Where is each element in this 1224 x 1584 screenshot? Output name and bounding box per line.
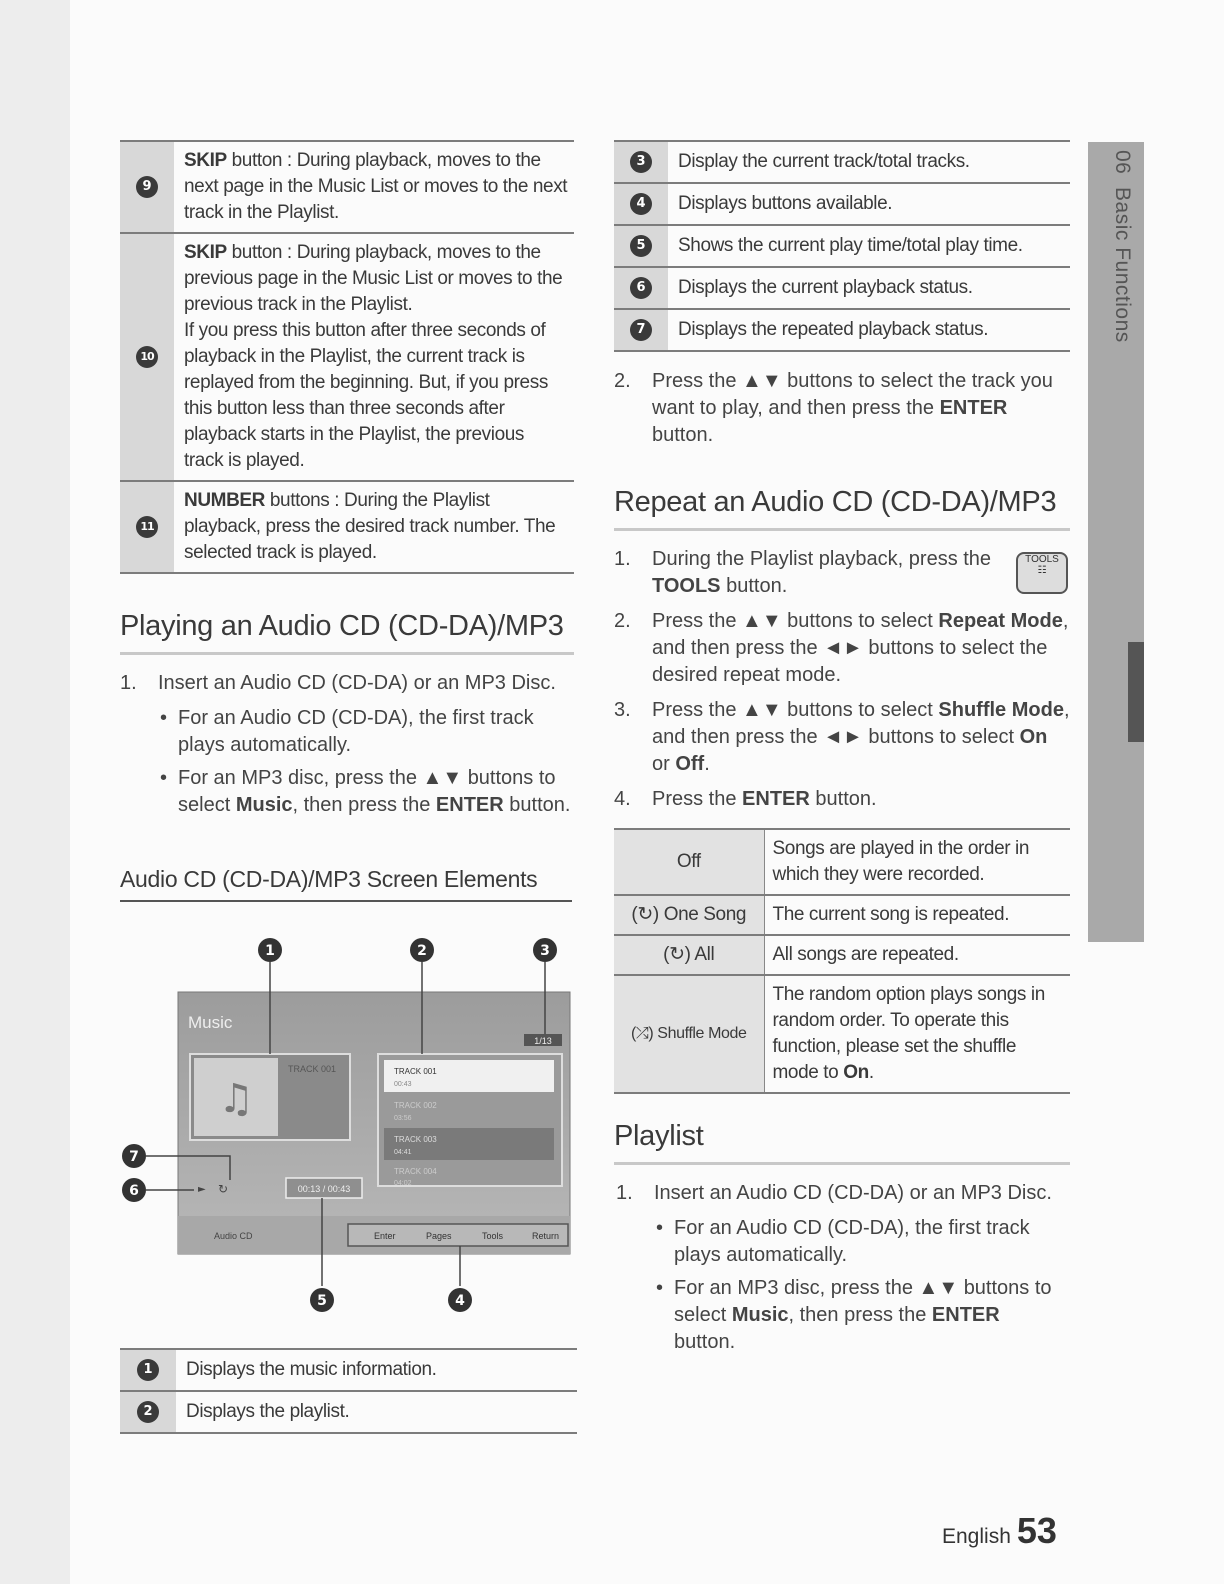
section-title: Playlist — [614, 1120, 704, 1152]
chapter-label: 06 Basic Functions — [1111, 150, 1134, 343]
table-row: (⤮) Shuffle Mode The random option plays songs in random order. To operate this function, please set the shuffle mode to On. — [614, 975, 1070, 1093]
table-text: Display the current track/total tracks. — [668, 141, 1070, 183]
repeat-steps — [614, 546, 1070, 821]
table-row — [120, 233, 574, 481]
music-note-icon: ♫ — [218, 1076, 254, 1122]
table-row — [614, 309, 1070, 351]
table-text: button : During playback, moves to the next page in the Music List or moves to the next track in the Playlist. — [184, 150, 568, 223]
playing-steps — [120, 670, 574, 825]
art-track-name: TRACK 001 — [287, 1064, 337, 1074]
tools-button-icon: TOOLS ☷ — [1016, 552, 1068, 594]
playtime: 00:13 / 00:43 — [297, 1184, 351, 1194]
shuffle-icon: (⤮) — [630, 1025, 654, 1042]
guide-enter: Enter — [374, 1231, 396, 1241]
mode-description: The random option plays songs in random order. To operate this function, please set the shuffle mode to — [772, 984, 1045, 1083]
page-number: 53 — [1016, 1510, 1057, 1551]
callout-number-icon: 7 — [630, 319, 652, 341]
playlist-track-name: TRACK 004 — [394, 1167, 437, 1176]
callout-number-icon: 2 — [137, 1401, 159, 1423]
table-text: Displays the music information. — [176, 1349, 577, 1391]
table-row — [614, 829, 1070, 895]
mode-description: All songs are repeated. — [764, 935, 1070, 975]
table-row — [120, 1391, 577, 1433]
playlist-track-time: 04:41 — [394, 1149, 412, 1156]
table-text: buttons : During the Playlist playback, press the desired track number. The selected track is played. — [184, 490, 556, 563]
table-text: Displays the playlist. — [176, 1391, 577, 1433]
list-item: • For an MP3 disc, press the ▲▼ buttons to select Music, then press the ENTER button. — [616, 1275, 1066, 1356]
mode-description: Songs are played in the order in which they were recorded. — [764, 829, 1070, 895]
callout-label: 7 — [129, 1149, 139, 1165]
mode-name: Off — [676, 851, 701, 872]
table-row — [120, 481, 574, 573]
list-item: • For an MP3 disc, press the ▲▼ buttons to select Music, then press the ENTER button. — [120, 765, 574, 819]
list-item: 4. Press the ENTER button. — [614, 788, 877, 810]
page-footer — [942, 1510, 1057, 1552]
screen-elements-table — [614, 140, 1070, 352]
table-text: button : During playback, moves to the previous page in the Music List or moves to the previous track in the Playlist. — [184, 242, 563, 315]
callout-number-icon: 6 — [630, 277, 652, 299]
footer-language: English — [942, 1525, 1011, 1548]
callout-number-icon: 9 — [136, 176, 158, 198]
playlist-track-time: 00:43 — [394, 1081, 412, 1088]
repeat-one-icon: (↻) — [631, 904, 659, 925]
screen-elements-illustration — [120, 930, 580, 1320]
playlist-track-name: TRACK 002 — [394, 1101, 437, 1110]
divider — [120, 900, 572, 902]
callout-number-icon: 5 — [630, 235, 652, 257]
term-bold: SKIP — [184, 242, 227, 263]
table-row — [614, 225, 1070, 267]
track-counter: 1/13 — [534, 1036, 552, 1046]
mode-description: The current song is repeated. — [764, 895, 1070, 935]
table-row — [614, 935, 1070, 975]
guide-pages: Pages — [426, 1231, 452, 1241]
table-row — [614, 141, 1070, 183]
table-row — [614, 895, 1070, 935]
list-item: 2. Press the ▲▼ buttons to select the track you want to play, and then press the ENTER button. — [614, 370, 1053, 446]
playing-step-2 — [614, 368, 1064, 457]
playlist-track-time: 03:56 — [394, 1115, 412, 1122]
source-label: Audio CD — [214, 1231, 253, 1241]
section-title: Playing an Audio CD (CD-DA)/MP3 — [120, 610, 564, 642]
mode-name: Shuffle Mode — [657, 1025, 747, 1042]
callout-number-icon: 1 — [137, 1359, 159, 1381]
callout-label: 1 — [265, 943, 275, 959]
table-row — [120, 141, 574, 233]
section-title: Repeat an Audio CD (CD-DA)/MP3 — [614, 486, 1057, 518]
guide-tools: Tools — [482, 1231, 504, 1241]
list-item: 2. Press the ▲▼ buttons to select Repeat Mode, and then press the ◄► buttons to select the desired repeat mode. — [614, 610, 1069, 686]
table-row — [120, 1349, 577, 1391]
subsection-title: Audio CD (CD-DA)/MP3 Screen Elements — [120, 866, 538, 892]
callout-label: 5 — [317, 1293, 327, 1309]
playlist-track-time: 04:02 — [394, 1180, 412, 1187]
mode-name: One Song — [663, 904, 747, 925]
callout-number-icon: 4 — [630, 193, 652, 215]
divider — [614, 528, 1070, 531]
chapter-marker — [1128, 642, 1144, 742]
callout-label: 6 — [129, 1183, 139, 1199]
list-item: • For an Audio CD (CD-DA), the first track plays automatically. — [616, 1215, 1066, 1269]
callout-label: 4 — [455, 1293, 465, 1309]
table-text: If you press this button after three seconds of playback in the Playlist, the current track is replayed from the beginning. But, if you press this button less than three seconds after playback starts in the Playlist, the previous track is played. — [184, 320, 548, 471]
callout-label: 3 — [540, 943, 550, 959]
playlist-track-name: TRACK 001 — [394, 1067, 437, 1076]
table-text: Displays buttons available. — [668, 183, 1070, 225]
button-descriptions-table — [120, 140, 574, 574]
guide-return: Return — [532, 1231, 560, 1241]
playlist-track-name: TRACK 003 — [394, 1135, 437, 1144]
table-row — [614, 183, 1070, 225]
list-item: 1. During the Playlist playback, press the TOOLS button. — [614, 548, 992, 597]
table-text: Displays the current playback status. — [668, 267, 1070, 309]
list-item: 3. Press the ▲▼ buttons to select Shuffle Mode, and then press the ◄► buttons to select On or Off. — [614, 699, 1070, 775]
screen-elements-table — [120, 1348, 577, 1434]
callout-number-icon: 11 — [136, 516, 158, 538]
mode-name: All — [694, 944, 715, 965]
callout-number-icon: 10 — [136, 346, 158, 368]
table-text: Displays the repeated playback status. — [668, 309, 1070, 351]
repeat-mode-table — [614, 828, 1070, 1094]
list-item: 1. Insert an Audio CD (CD-DA) or an MP3 Disc. — [120, 672, 556, 694]
repeat-all-icon: (↻) — [663, 944, 691, 965]
callout-label: 2 — [417, 943, 427, 959]
divider — [614, 1162, 1070, 1165]
list-item: 1. Insert an Audio CD (CD-DA) or an MP3 Disc. — [616, 1182, 1052, 1204]
page-margin-shadow — [0, 0, 70, 1584]
callout-number-icon: 3 — [630, 151, 652, 173]
repeat-status-icon: ↻ — [218, 1182, 229, 1196]
divider — [120, 652, 574, 655]
term-bold: NUMBER — [184, 490, 265, 511]
list-item: • For an Audio CD (CD-DA), the first track plays automatically. — [120, 705, 574, 759]
table-row — [614, 267, 1070, 309]
playlist-steps — [616, 1180, 1066, 1362]
term-bold: SKIP — [184, 150, 227, 171]
table-text: Shows the current play time/total play time. — [668, 225, 1070, 267]
screen-title: Music — [188, 1013, 233, 1032]
chapter-side-tab — [1088, 142, 1144, 942]
play-status-icon: ► — [198, 1184, 206, 1195]
